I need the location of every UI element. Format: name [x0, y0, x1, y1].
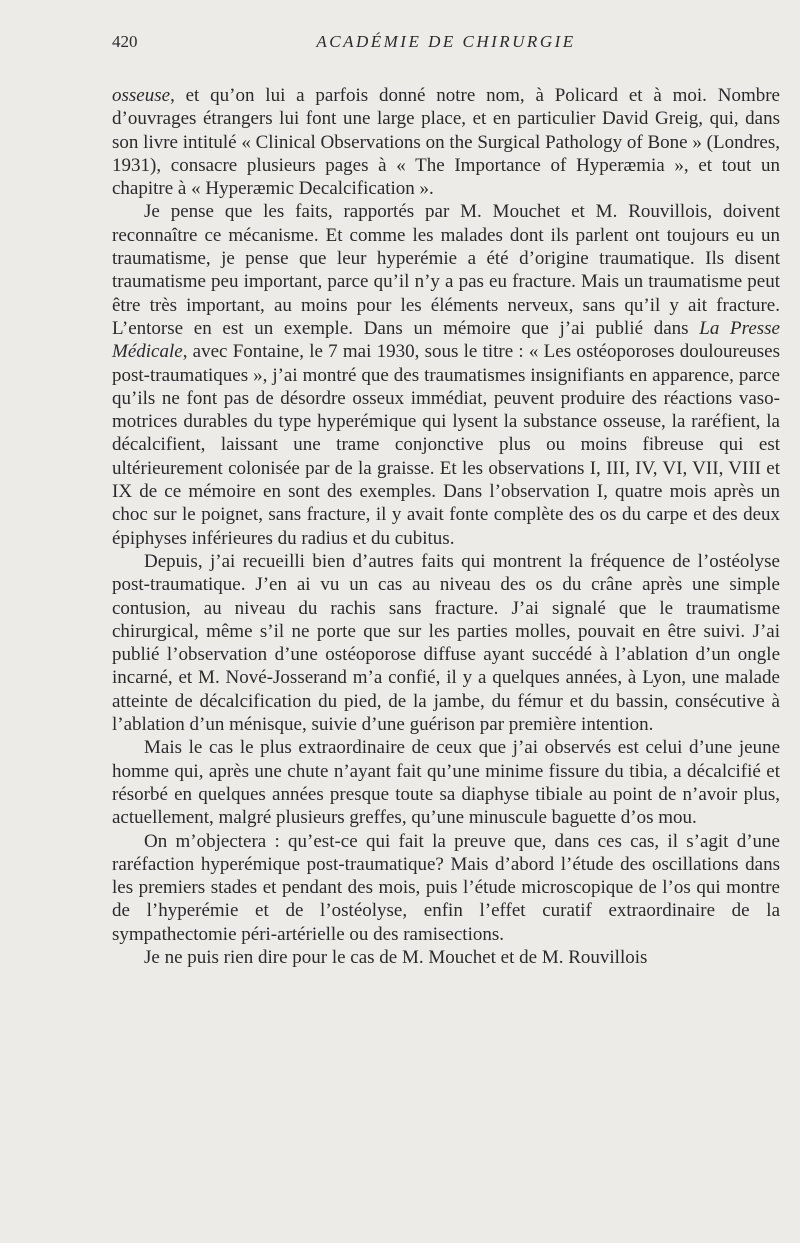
- paragraph-2-text-after: , avec Fontaine, le 7 mai 1930, sous le titre : « Les ostéoporoses douloureuses post-traumatiques », j’ai montré que des traumatismes insignifiants en apparence, parce qu’ils ne font pas de désordre osseux immédiat, peuvent produire des réactions vaso-motrices durables du type hyperémique qui lysent la substance osseuse, la raréfient, la décalcifient, laissant une trame conjonctive plus ou moins fibreuse qui est ultérieurement colonisée par de la graisse. Et les observations I, III, IV, VI, VII, VIII et IX de ce mémoire en sont des exemples. Dans l’observation I, quatre mois après un choc sur le poignet, sans fracture, il y avait fonte complète des os du carpe et des deux épiphyses inférieures du radius et du cubitus.: [112, 341, 780, 549]
- paragraph-1-text: , et qu’on lui a parfois donné notre nom, à Policard et à moi. Nombre d’ouvrages étrangers lui font une large place, et en particulier David Greig, qui, dans son livre intitulé « Clinical Observations on the Surgical Pathology of Bone » (Londres, 1931), consacre plusieurs pages à « The Importance of Hyperæmia », et tout un chapitre à « Hyperæmic Decalcification ».: [112, 85, 780, 200]
- paragraph-2: [112, 200, 780, 549]
- paragraph-2-journal-title: La Presse Médicale: [112, 317, 780, 363]
- paragraph-1-italic-lead: osseuse: [112, 85, 171, 106]
- paragraph-4: Mais le cas le plus extraordinaire de ceux que j’ai observés est celui d’une jeune homme qui, après une chute n’ayant fait qu’une minime fissure du tibia, a décalcifié et résorbé en quelques années presque toute sa diaphyse tibiale au point de n’avoir plus, actuellement, malgré plusieurs greffes, qu’une minuscule baguette d’os mou.: [112, 737, 780, 829]
- running-title: ACADÉMIE DE CHIRURGIE: [316, 32, 576, 51]
- body-text: [112, 84, 780, 969]
- paragraph-1: [112, 84, 780, 200]
- paragraph-6: Je ne puis rien dire pour le cas de M. Mouchet et de M. Rouvillois: [144, 946, 648, 968]
- paragraph-5: On m’objectera : qu’est-ce qui fait la preuve que, dans ces cas, il s’agit d’une raréfaction hyperémique post-traumatique? Mais d’abord l’étude des oscillations dans les premiers stades et pendant des mois, puis l’étude microscopique de l’os qui montre de l’hyperémie et de l’ostéolyse, enfin l’effet curatif extraordinaire de la sympathectomie péri-artérielle ou des ramisections.: [112, 830, 780, 945]
- page-number: 420: [112, 32, 138, 51]
- page-header: [112, 32, 780, 58]
- paragraph-2-text-before: Je pense que les faits, rapportés par M. Mouchet et M. Rouvillois, doivent reconnaître ce mécanisme. Et comme les malades dont ils parlent ont toujours eu un traumatisme, je pense que leur hyperémie a été d’origine traumatique. Ils disent traumatisme peu important, parce qu’il n’y a pas eu fracture. Mais un traumatisme peut être très important, au moins pour les éléments nerveux, sans qu’il y ait fracture. L’entorse en est un exemple. Dans un mémoire que j’ai publié dans: [112, 201, 780, 339]
- paragraph-3: Depuis, j’ai recueilli bien d’autres faits qui montrent la fréquence de l’ostéolyse post-traumatique. J’en ai vu un cas au niveau des os du crâne après une simple contusion, au niveau du rachis sans fracture. J’ai signalé que le traumatisme chirurgical, même s’il ne porte que sur les parties molles, pouvait en être suivi. J’ai publié l’observation d’une ostéoporose diffuse ayant succédé à l’ablation d’un ongle incarné, et M. Nové-Josserand m’a confié, il y a quelques années, à Lyon, une malade atteinte de décalcification du pied, de la jambe, du fémur et du bassin, consécutive à l’ablation d’un ménisque, suivie d’une guérison par première intention.: [112, 550, 780, 736]
